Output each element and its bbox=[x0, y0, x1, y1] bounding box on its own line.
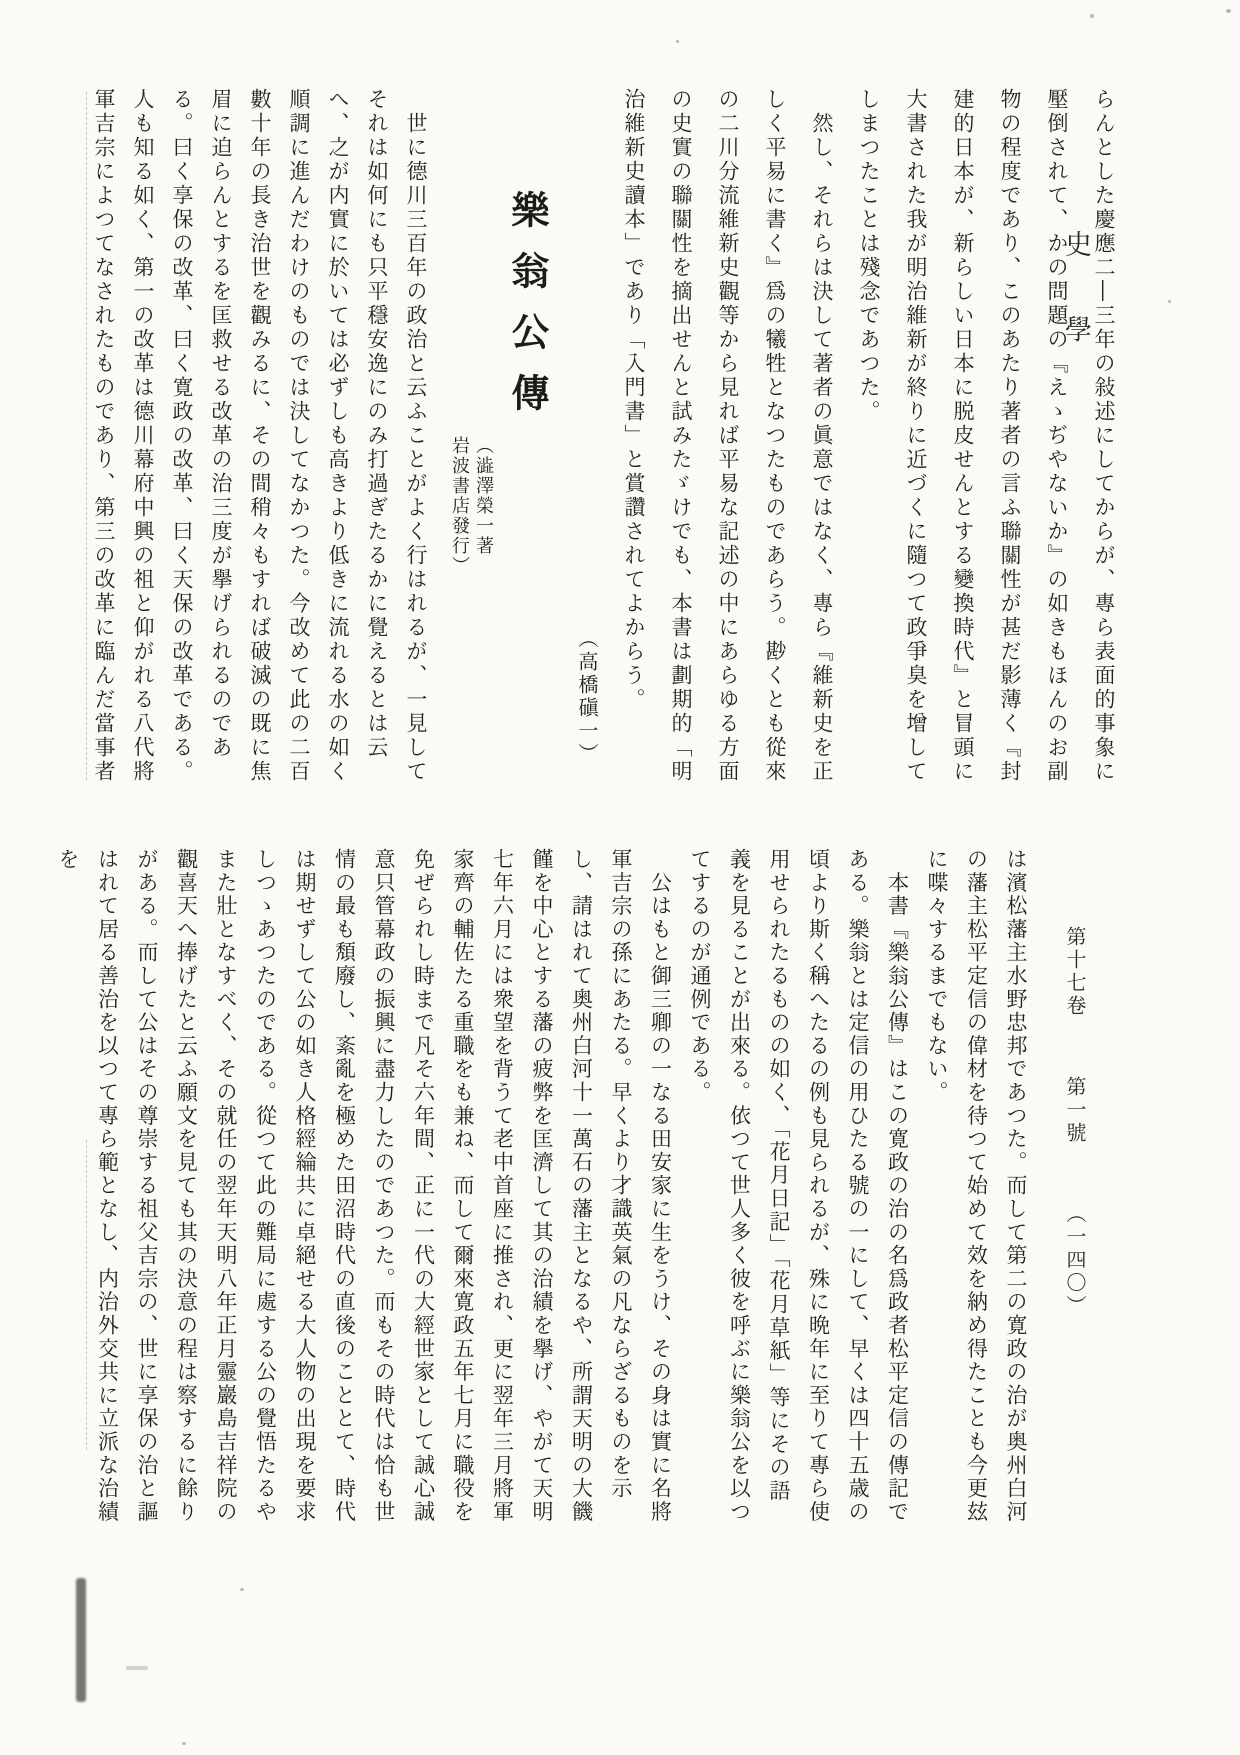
scan-speck bbox=[1090, 14, 1094, 18]
review-body-paragraph-2: は濱松藩主水野忠邦であつた。而して第二の寛政の治が奥州白河の藩主松平定信の偉材を待つて始めて效を納め得たことも今更玆に喋々するまでもない。 bbox=[925, 848, 1028, 1524]
book-subtitle bbox=[447, 88, 495, 785]
issue-label: 第一號 bbox=[1063, 1076, 1087, 1145]
review-continuation-paragraph-2: 然し、それらは決して著者の眞意ではなく、專ら『維新史を正しく平易に書く』爲の犧牲となつたものであらう。尠くとも從來の二川分流維新史觀等から見れば平易な記述の中にあらゆる方面の史實の聯關性を摘出せんと試みたゞけでも、本書は劃期的「明治維新史讀本」であり「入門書」と賞讚されてよからう。 bbox=[622, 88, 834, 784]
scan-speck bbox=[676, 40, 679, 43]
review-continuation-paragraph-1: らんとした慶應二―三年の敍述にしてからが、專ら表面的事象に壓倒されて、かの問題の『えゝぢやないか』の如きもほんのお副物の程度であり、このあたり著者の言ふ聯關性が甚だ影薄く『封建的日本が、新らしい日本に脱皮せんとする變換時代』と冒頭に大書された我が明治維新が終りに近づくに隨つて政爭臭を增してしまつたことは殘念であつた。 bbox=[857, 88, 1116, 784]
scan-smudge-bar bbox=[76, 1578, 86, 1702]
scan-speck bbox=[1168, 300, 1171, 303]
review-body-paragraph-1: 世に德川三百年の政治と云ふことがよく行はれるが、一見してそれは如何にも只平穩安逸にのみ打過ぎたるかに覺えるとは云へ、之が内實に於いては必ずしも高きより低きに流れる水の如く順調に進んだわけのものでは決してなかつた。今改めて此の二百數十年の長き治世を觀みるに、その間稍々もすれば破滅の既に焦眉に迫らんとするを匡救せる改革の治三度が擧げられるのである。曰く享保の改革、曰く寛政の改革、曰く天保の改革である。人も知る如く、第一の改革は德川幕府中興の祖と仰がれる八代將軍吉宗によつてなされたものであり、第三の改革に臨んだ當事者 bbox=[92, 88, 428, 784]
volume-issue-header bbox=[1060, 926, 1090, 1318]
review-body-paragraph-4: 公はもと御三卿の一なる田安家に生をうけ、その身は實に名將軍吉宗の孫にあたる。早くより才識英氣の凡ならざるものを示し、請はれて奥州白河十一萬石の藩主となるや、所謂天明の大饑饉を中心とする藩の疲弊を匡濟して其の治績を擧げ、やがて天明七年六月には衆望を背うて老中首座に推され、更に翌年三月將軍家齊の輔佐たる重職をも兼ね、而して爾來寛政五年七月に職役を免ぜられし時まで凡そ六年間、正に一代の大經世家として誠心誠意只管幕政の振興に盡力したのであつた。而もその時代は恰も世情の最も頽廢し、紊亂を極めた田沼時代の直後のこととて、時代は期せずして公の如き人格經綸共に卓絕せる大人物の出現を要求しつゝあつたのである。從つて此の難局に處する公の覺悟たるやまた壯となすべく、その就任の翌年天明八年正月靈巖島吉祥院の觀喜天へ捧げたと云ふ願文を見ても其の決意の程は察するに餘りがある。而して公はその尊崇する祖父吉宗の、世に享保の治と謳はれて居る善治を以つて專ら範となし、内治外交共に立派な治績を bbox=[56, 848, 673, 1524]
upper-text-block bbox=[92, 88, 1127, 785]
book-publisher-line: 岩波書店發行） bbox=[449, 436, 470, 576]
journal-title: 史學 bbox=[1060, 230, 1091, 400]
scan-speck bbox=[126, 1666, 148, 1670]
lower-text-block bbox=[56, 848, 1035, 1524]
reviewer-attribution: （高橋磌一） bbox=[575, 628, 599, 766]
book-review-heading bbox=[447, 88, 553, 785]
book-title: 樂翁公傳 bbox=[505, 190, 550, 434]
volume-label: 第十七卷 bbox=[1063, 926, 1087, 1018]
scan-speck bbox=[1226, 9, 1231, 13]
book-author-line: （澁澤榮一著 bbox=[473, 436, 494, 556]
page-number: （一四〇） bbox=[1063, 1203, 1087, 1318]
scan-speck bbox=[240, 1588, 244, 1591]
left-margin-rule-lower bbox=[86, 1140, 87, 1450]
left-margin-rule-upper bbox=[86, 92, 87, 780]
review-body-paragraph-3: 本書『樂翁公傳』はこの寛政の治の名爲政者松平定信の傳記である。樂翁とは定信の用ひたる號の一にして、早くは四十五歳の頃より斯く稱へたるの例も見られるが、殊に晩年に至りて專ら使用せられたるものの如く、「花月日記」「花月草紙」等にその語義を見ることが出來る。依つて世人多く彼を呼ぶに樂翁公を以つてするのが通例である。 bbox=[688, 848, 910, 1524]
scan-speck bbox=[182, 1742, 186, 1745]
